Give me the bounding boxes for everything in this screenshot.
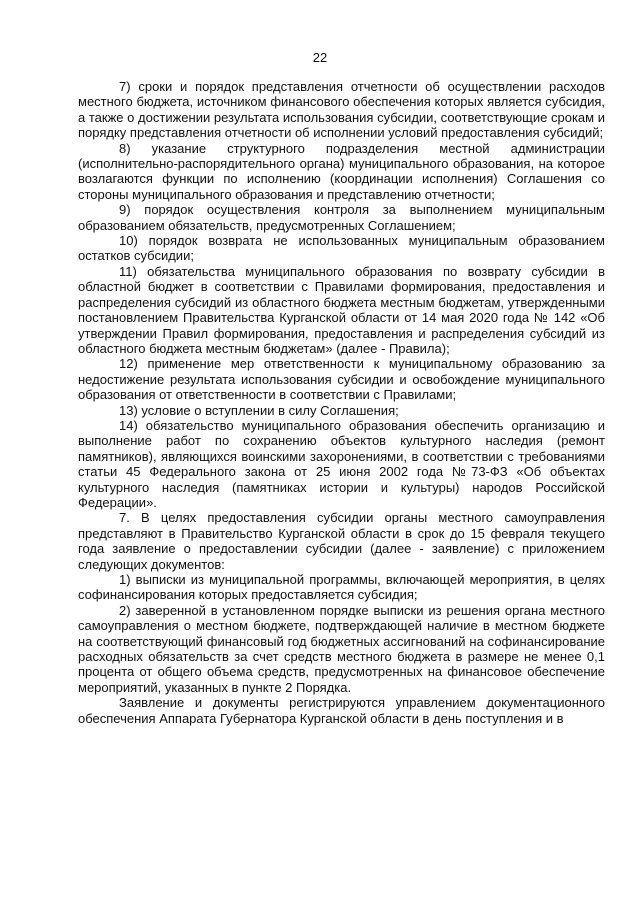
paragraph-item-9: 9) порядок осуществления контроля за выполнением муниципальным образованием обязательств, предусмотренных Соглашением; [78, 202, 605, 233]
paragraph-section-7: 7. В целях предоставления субсидии органы местного самоуправления представляют в Правительство Курганской области в срок до 15 февраля текущего года заявление о предоставлении субсидии (далее - заявление) с приложением следующих документов: [78, 510, 605, 572]
paragraph-item-10: 10) порядок возврата не использованных муниципальным образованием остатков субсидии; [78, 233, 605, 264]
paragraph-registration: Заявление и документы регистрируются управлением документационного обеспечения Аппарата Губернатора Курганской области в день поступления и в [78, 695, 605, 726]
paragraph-subitem-1: 1) выписки из муниципальной программы, включающей мероприятия, в целях софинансирования которых предоставляется субсидия; [78, 572, 605, 603]
paragraph-item-11: 11) обязательства муниципального образования по возврату субсидии в областной бюджет в соответствии с Правилами формирования, предоставления и распределения субсидий из областного бюджета местным бюджетам, утвержденными постановлением Правительства Курганской области от 14 мая 2020 года № 142 «Об утверждении Правил формирования, предоставления и распределения субсидий из областного бюджета местным бюджетам» (далее - Правила); [78, 263, 605, 356]
paragraph-item-8: 8) указание структурного подразделения местной администрации (исполнительно-распорядительного органа) муниципального образования, на которое возлагаются функции по исполнению (координации исполнения) Соглашения со стороны муниципального образования и представлению отчетности; [78, 140, 605, 202]
page-number: 22 [312, 50, 328, 65]
paragraph-item-7: 7) сроки и порядок представления отчетности об осуществлении расходов местного бюджета, источником финансового обеспечения которых является субсидия, а также о достижении результата использования субсидии, соответствующие срокам и порядку представления отчетности об исполнении условий предоставления субсидий; [78, 79, 605, 141]
paragraph-item-14: 14) обязательство муниципального образования обеспечить организацию и выполнение работ по сохранению объектов культурного наследия (ремонт памятников), являющихся воинскими захоронениями, в соответствии с требованиями статьи 45 Федерального закона от 25 июня 2002 года №73-ФЗ «Об объектах культурного наследия (памятниках истории и культуры) народов Российской Федерации». [78, 417, 605, 510]
paragraph-item-12: 12) применение мер ответственности к муниципальному образованию за недостижение результата использования субсидии и освобождение муниципального образования от ответственности в соответствии с Правилами; [78, 356, 605, 403]
document-body [78, 79, 605, 726]
paragraph-subitem-2: 2) заверенной в установленном порядке выписки из решения органа местного самоуправления о местном бюджете, подтверждающей наличие в местном бюджете на соответствующий финансовый год бюджетных ассигнований на софинансирование расходных обязательств за счет средств местного бюджета в размере не менее 0,1 процента от общего объема средств, предусмотренных на финансовое обеспечение мероприятий, указанных в пункте 2 Порядка. [78, 602, 605, 695]
paragraph-item-13: 13) условие о вступлении в силу Соглашения; [119, 402, 399, 418]
